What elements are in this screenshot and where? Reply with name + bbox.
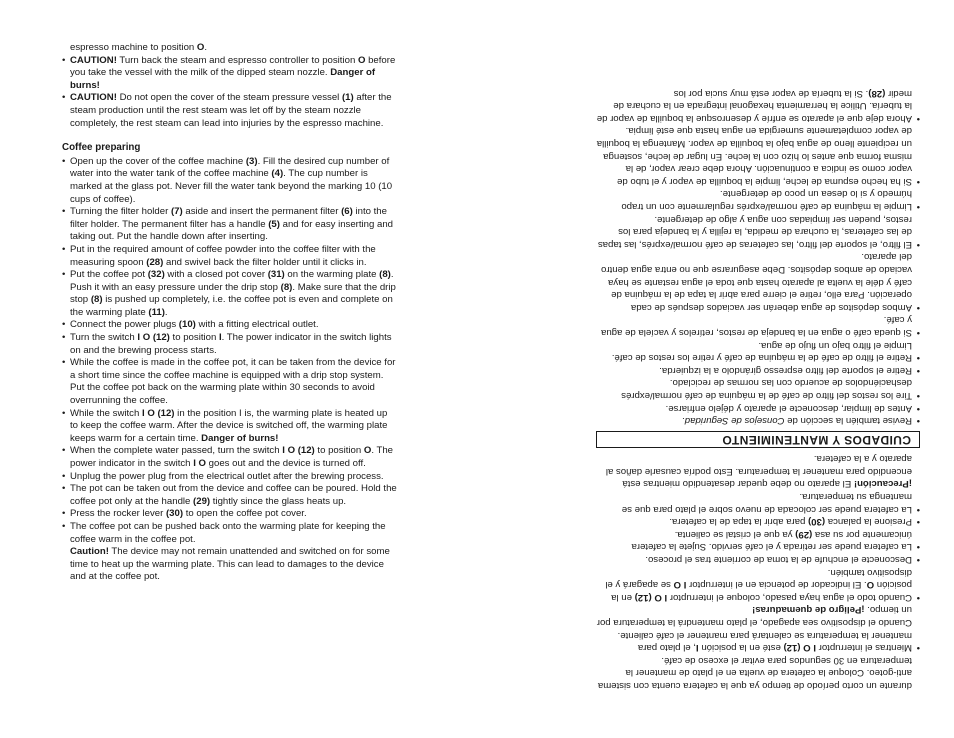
bullet-item: • Cuando todo el agua haya pasado, coloque el interruptor I O (12) en la posición O. El indicador de potencia en el interruptor I O se apagará y el dispositivo también.	[596, 565, 920, 603]
bullet-item: • Put the coffee pot (32) with a closed pot cover (31) on the warming plate (8). Push it with an easy pressure under the drip stop (8). Make sure that the drip stop (8) is pushed up completely, i.e. the coffee pot is even and complete on the warming plate (11).	[62, 269, 397, 319]
bullet-item: • Si ha hecho espuma de leche, limpie la boquilla de vapor y el tubo de vapor como se indica a continuación. Ahora debe crear vapor, de la misma forma que antes lo hizo con la leche. En lugar de leche, sostenga un recipiente lleno de agua bajo la boquilla de vapor. Mantenga la boquilla de vapor completamente sumergida en agua hasta que esté limpia.	[596, 124, 920, 187]
bullet-item: • Presione la palanca (30) para abrir la tapa de la cafetera.	[596, 515, 920, 528]
bullet-item: • Retire el soporte del filtro espresso girándolo a la izquierda.	[596, 363, 920, 376]
paragraph: Caution! The device may not remain unattended and switched on for some time to heat up the warming plate. This can lead to damages to the device and at the coffee pot.	[70, 546, 390, 583]
spanish-instructions-column-upside-down	[596, 35, 920, 691]
bullet-item: • Limpie la máquina de café normal/exprés regularmente con un trapo húmedo y si lo desea un poco de detergente.	[596, 187, 920, 212]
bullet-item: • The pot can be taken out from the device and coffee can be poured. Hold the coffee pot only at the handle (29) tightly since the glass heats up.	[62, 483, 397, 508]
bullet-item: • Ambos depósitos de agua deberán ser vaciados después de cada operación. Para ello, retire el cierre para abrir la tapa de la máquina de café y déle la vuelta al aparato hasta que toda el agua restante se haya vaciado de ambos depósitos. Debe asegurarse que no entra agua dentro del aparato.	[596, 250, 920, 313]
section-heading-box: CUIDADOS Y MANTENIMIENTO	[596, 431, 920, 448]
bullet-item: • La cafetera puede ser retirada y el café servido. Sujete la cafetera únicamente por su asa (29) ya que el cristal se calienta.	[596, 527, 920, 552]
bullet-item: • Put in the required amount of coffee powder into the coffee filter with the measuring spoon (28) and swivel back the filter holder until it clicks in.	[62, 244, 397, 269]
bullet-item: • While the switch I O (12) in the position I is, the warming plate is heated up to keep the coffee warm. After the device is switched off, the warming plate keeps warm for a certain time. Danger of burns!	[62, 408, 397, 446]
bullet-item: • La cafetera puede ser colocada de nuevo sobre el plato para que se mantenga su temperatura.	[596, 490, 920, 515]
bullet-item: • El filtro, el soporte del filtro, las cafeteras de café normal/exprés, las tapas de las cafeteras, la cuchara de medida, la rejilla y la bandeja para los restos, pueden ser limpiadas con agua y algo de detergente.	[596, 212, 920, 250]
bullet-item: • Connect the power plugs (10) with a fitting electrical outlet.	[62, 319, 397, 332]
bullet-item: • Tire los restos del filtro de café de la máquina de café normal/exprés deshaciéndolos de acuerdo con las normas de reciclado.	[596, 376, 920, 401]
bullet-item: • Retire el filtro de café de la máquina de café y retire los restos de café. Limpie el filtro bajo un flujo de agua.	[596, 338, 920, 363]
section-heading: Coffee preparing	[62, 142, 141, 154]
bullet-item: • Si queda café o agua en la bandeja de restos, retírelos y vacíela de agua y café.	[596, 313, 920, 338]
bullet-item: • Open up the cover of the coffee machine (3). Fill the desired cup number of water into the water tank of the coffee machine (4). The cup number is marked at the glass pot. Never fill the water tank beyond the marking 10 (10 cups of coffee).	[62, 156, 397, 206]
bullet-item: • Revise también la sección de Consejos de Seguridad.	[596, 414, 920, 427]
bullet-item: • Desconecte el enchufe de la toma de corriente tras el proceso.	[596, 552, 920, 565]
bullet-item: • CAUTION! Do not open the cover of the steam pressure vessel (1) after the steam production until the rest steam was let off by the steam nozzle completely, the rest steam can lead into injuries by the espresso machine.	[62, 92, 397, 130]
paragraph: espresso machine to position O.	[70, 42, 208, 53]
bullet-item: • Press the rocker lever (30) to open the coffee pot cover.	[62, 508, 397, 521]
bullet-item: • Unplug the power plug from the electrical outlet after the brewing process.	[62, 471, 397, 484]
bullet-item: • The coffee pot can be pushed back onto the warming plate for keeping the coffee warm in the coffee pot.	[62, 521, 397, 546]
bullet-item: • CAUTION! Turn back the steam and espresso controller to position O before you take the vessel with the milk of the dipped steam nozzle. Danger of burns!	[62, 55, 397, 93]
bullet-item: • When the complete water passed, turn the switch I O (12) to position O. The power indicator in the switch I O goes out and the device is turned off.	[62, 445, 397, 470]
bullet-item: • While the coffee is made in the coffee pot, it can be taken from the device for a short time since the coffee machine is equipped with a drip stop system. Put the coffee pot back on the warming plate within 30 seconds to avoid overrunning the coffee.	[62, 357, 397, 407]
bullet-item: • Mientras el interruptor I O (12) esté en la posición I, el plato para mantener la temperatura se calentará para mantener el café caliente. Cuando el dispositivo sea apagado, el plato mantendrá la temperatura por un tiempo. ¡Peligro de quemaduras!	[596, 603, 920, 653]
paragraph: durante un corto período de tiempo ya que la cafetera cuenta con sistema anti-goteo. Coloque la cafetera de vuelta en el plato de mantener la temperatura en 30 segundos para evitar el exceso de café.	[597, 654, 912, 691]
bullet-item: • Turning the filter holder (7) aside and insert the permanent filter (6) into the filter holder. The permanent filter has a handle (5) and for easy inserting and taking out. Put the handle down after inserting.	[62, 206, 397, 244]
bullet-item: • Ahora deje que el aparato se enfríe y desenrosque la boquilla de vapor de la tubería. Utilice la herramienta hexagonal integrada en la cuchara de medir (28). Si la tubería de vapor está muy sucia por los	[596, 86, 920, 124]
bullet-item: • Turn the switch I O (12) to position I. The power indicator in the switch lights on and the brewing process starts.	[62, 332, 397, 357]
paragraph: ¡Precaución! El aparato no debe quedar desatendido mientras está encendido para mantener la temperatura. Esto podría causarle daños al aparato y a la cafetera.	[605, 453, 912, 490]
english-instructions-column	[62, 42, 397, 584]
bullet-item: • Antes de limpiar, desconecte el aparato y déjelo enfriarse.	[596, 401, 920, 414]
